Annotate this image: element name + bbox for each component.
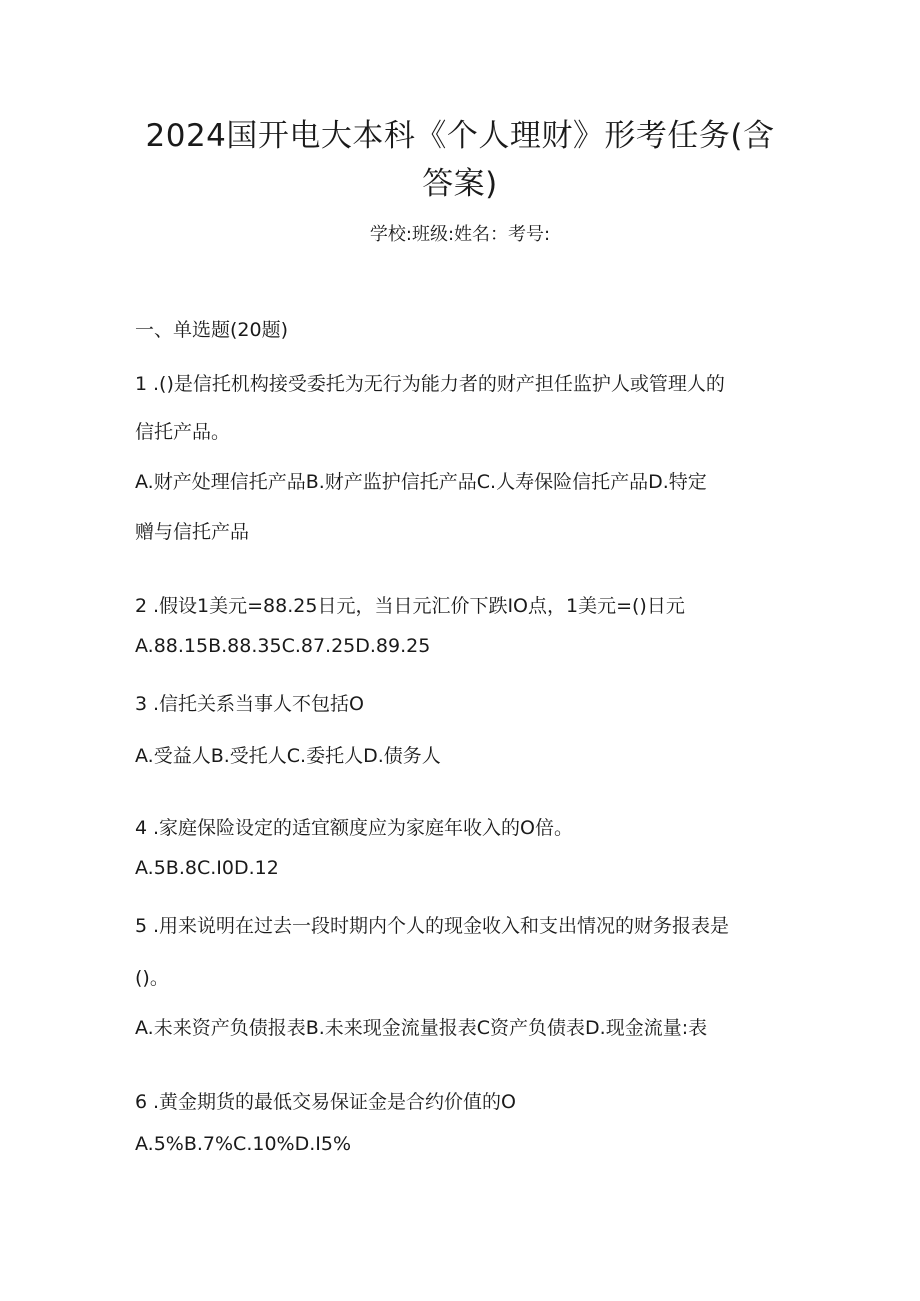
question-1-options-continued: 赠与信托产品 [135, 521, 250, 543]
question-number: 3 [135, 693, 148, 715]
question-4-stem [135, 814, 573, 842]
question-5-stem [135, 912, 729, 940]
question-number: 1 [135, 373, 148, 395]
question-3-stem [135, 690, 364, 718]
document-title-line-2: 答案) [422, 166, 498, 202]
question-6-stem [135, 1088, 516, 1116]
question-1-stem-continued: 信托产品。 [135, 421, 231, 443]
question-text: .信托关系当事人不包括O [153, 693, 364, 715]
question-5-options: A.未来资产负债报表B.未来现金流量报表C资产负债表D.现金流量:表 [135, 1017, 708, 1039]
question-2-options: A.88.15B.88.35C.87.25D.89.25 [135, 635, 431, 657]
question-text: .黄金期货的最低交易保证金是合约价值的O [153, 1091, 516, 1113]
question-number: 2 [135, 595, 148, 617]
question-text: .假设1美元=88.25日元，当日元汇价下跌IO点，1美元=()日元 [153, 595, 685, 617]
question-1-options: A.财产处理信托产品B.财产监护信托产品C.人寿保险信托产品D.特定 [135, 471, 707, 493]
question-5-stem-continued: ()。 [135, 967, 169, 989]
question-4-options: A.5B.8C.I0D.12 [135, 857, 279, 879]
document-title-line-1: 2024国开电大本科《个人理财》形考任务(含 [145, 118, 775, 154]
question-text: .家庭保险设定的适宜额度应为家庭年收入的O倍。 [153, 817, 573, 839]
question-2-stem [135, 592, 685, 620]
student-info-line: 学校:班级:姓名：考号: [369, 224, 551, 245]
question-6-options: A.5%B.7%C.10%D.I5% [135, 1133, 352, 1155]
question-text: .用来说明在过去一段时期内个人的现金收入和支出情况的财务报表是 [153, 915, 730, 937]
question-3-options: A.受益人B.受托人C.委托人D.债务人 [135, 745, 441, 767]
question-number: 6 [135, 1091, 148, 1113]
question-text: .()是信托机构接受委托为无行为能力者的财产担任监护人或管理人的 [153, 373, 725, 395]
question-number: 4 [135, 817, 148, 839]
section-heading: 一、单选题(20题) [135, 319, 289, 341]
question-number: 5 [135, 915, 148, 937]
question-1-stem [135, 370, 725, 398]
